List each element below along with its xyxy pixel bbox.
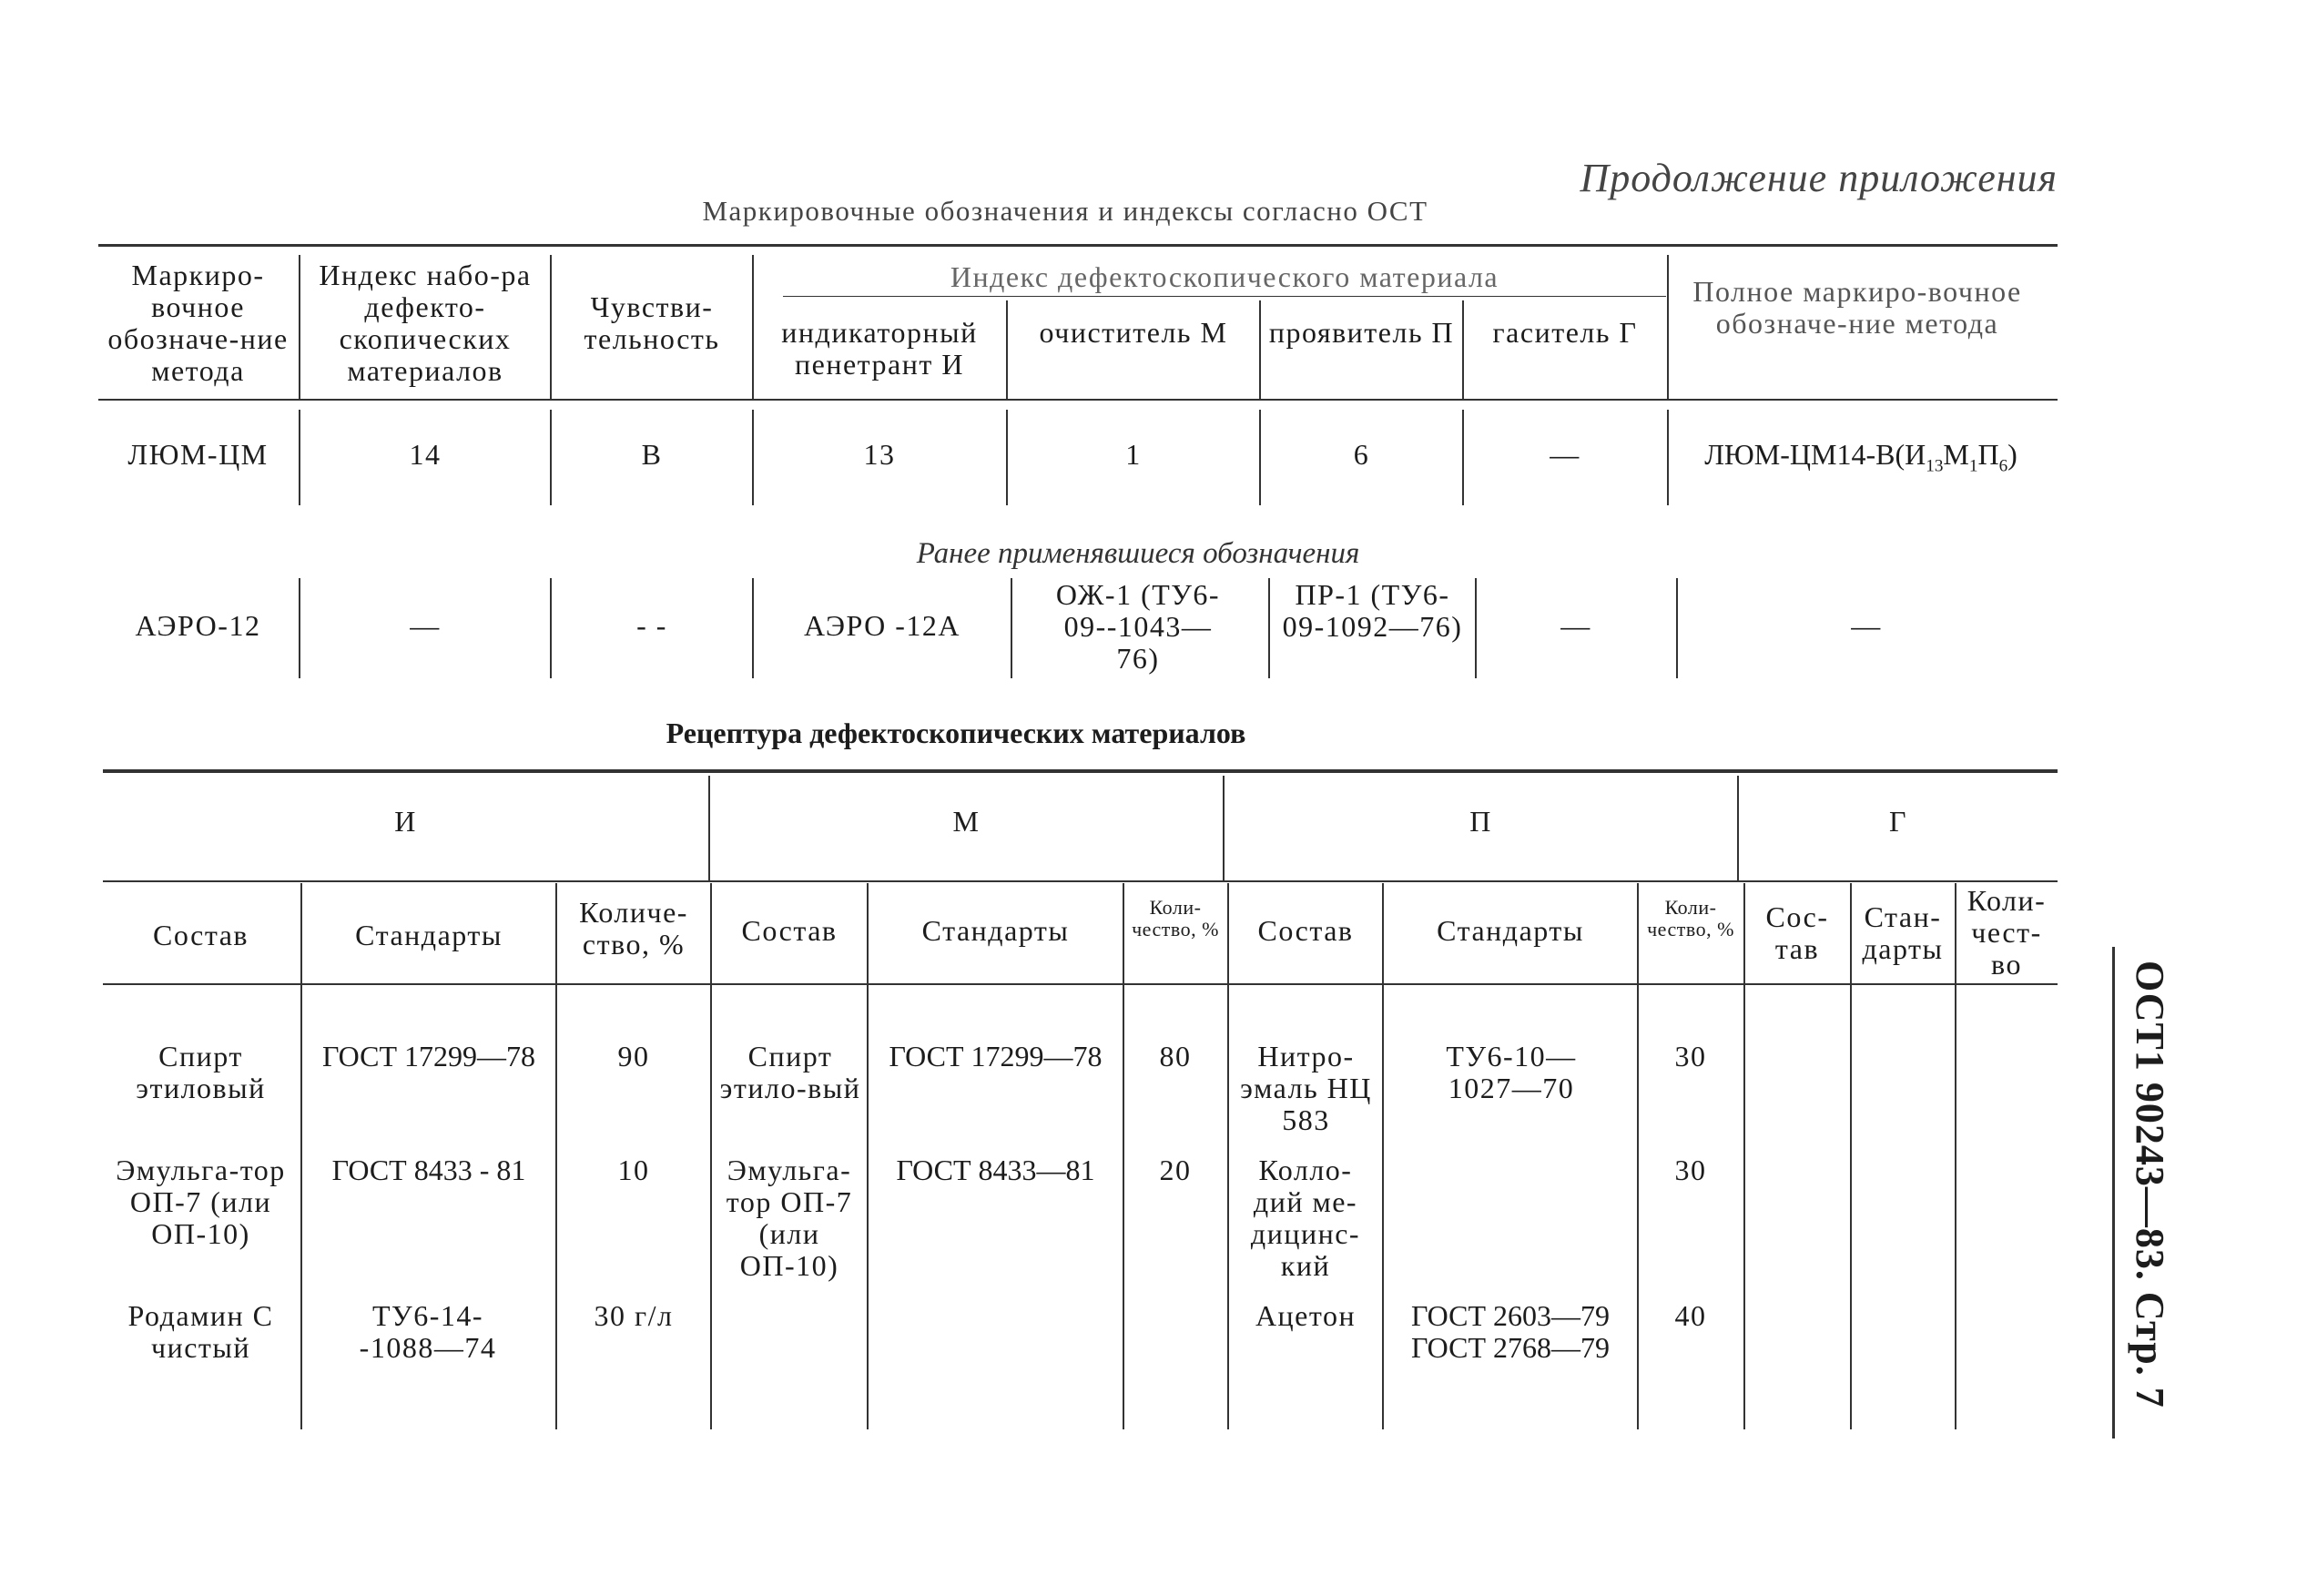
- th-quencher: гаситель Г: [1492, 316, 1638, 349]
- td-developer: 6: [1353, 438, 1370, 471]
- earlier-title: Ранее применявшиеся обозначения: [916, 537, 1360, 570]
- table1-vline: [1667, 255, 1669, 401]
- P-qty-2: 30: [1674, 1154, 1707, 1186]
- M-qty-1: 80: [1159, 1040, 1192, 1072]
- th-method: Маркиро-вочное обозначе-ние метода: [107, 259, 289, 387]
- sh-I-comp: Состав: [152, 919, 249, 951]
- I-qty-1: 90: [617, 1040, 650, 1072]
- table1-vline: [752, 255, 754, 401]
- td-method: ЛЮМ-ЦМ: [127, 438, 269, 471]
- table1-vline: [752, 578, 754, 678]
- earlier-penetrant: АЭРО -12А: [804, 609, 960, 642]
- table2-vline: [1850, 883, 1852, 1429]
- M-std-1: ГОСТ 17299—78: [889, 1040, 1103, 1072]
- th-penetrant: индикаторный пенетрант И: [781, 316, 978, 381]
- sh-G-std: Стан-дарты: [1862, 900, 1944, 965]
- table1-title: Маркировочные обозначения и индексы согласно ОСТ: [702, 195, 1428, 227]
- td-cleaner: 1: [1125, 438, 1142, 471]
- M-std-2: ГОСТ 8433—81: [896, 1154, 1095, 1186]
- I-std-1: ГОСТ 17299—78: [321, 1040, 536, 1072]
- table1-vline: [1259, 300, 1261, 401]
- table2-vline: [1955, 883, 1956, 1429]
- earlier-quencher: —: [1560, 609, 1591, 642]
- sh-P-qty: Коли-чество, %: [1647, 896, 1734, 940]
- sh-M-qty: Коли-чество, %: [1132, 896, 1219, 940]
- sh-M-std: Стандарты: [921, 914, 1070, 947]
- I-qty-2: 10: [617, 1154, 650, 1186]
- table1-vline: [1011, 578, 1012, 678]
- I-comp-3: Родамин С чистый: [127, 1299, 274, 1364]
- td-quencher: —: [1550, 438, 1580, 471]
- P-comp-1: Нитро-эмаль НЦ 583: [1240, 1040, 1372, 1136]
- earlier-full: —: [1851, 609, 1882, 642]
- sh-P-std: Стандарты: [1437, 914, 1584, 947]
- I-qty-3: 30 г/л: [594, 1299, 674, 1332]
- P-comp-2: Колло-дий ме-дицинс-кий: [1250, 1154, 1361, 1282]
- table2-vline: [867, 883, 869, 1429]
- th-cleaner: очиститель М: [1039, 316, 1228, 349]
- table1-group-rule: [783, 296, 1666, 297]
- table1-header-rule: [98, 399, 2058, 401]
- table1-vline: [299, 578, 300, 678]
- P-comp-3: Ацетон: [1255, 1299, 1357, 1332]
- earlier-cleaner: ОЖ-1 (ТУ6-09--1043—76): [1055, 578, 1221, 675]
- table1-vline: [1006, 300, 1008, 401]
- th-material-group: Индекс дефектоскопического материала: [950, 260, 1499, 293]
- P-std-2: ГОСТ 2603—79 ГОСТ 2768—79: [1410, 1299, 1611, 1364]
- table2-group-rule: [103, 880, 2058, 882]
- table2-title: Рецептура дефектоскопических материалов: [666, 717, 1246, 749]
- table1-vline: [299, 255, 300, 401]
- th-sensitivity: Чувстви-тельность: [584, 290, 720, 355]
- sh-I-std: Стандарты: [355, 919, 503, 951]
- th-set-index: Индекс набо-ра дефекто-скопических материалов: [319, 259, 532, 387]
- table2-vline: [1382, 883, 1384, 1429]
- table1-vline: [1667, 410, 1669, 505]
- table2-vline: [1123, 883, 1124, 1429]
- M-comp-1: Спирт этило-вый: [719, 1040, 861, 1104]
- group-I: И: [394, 805, 417, 838]
- table2-vline: [555, 883, 557, 1429]
- group-M: М: [952, 805, 981, 838]
- table1-vline: [1676, 578, 1678, 678]
- table1-vline: [1475, 578, 1477, 678]
- td-set-index: 14: [409, 438, 442, 471]
- earlier-developer: ПР-1 (ТУ6-09-1092—76): [1282, 578, 1463, 643]
- table2-vline: [300, 883, 302, 1429]
- table1-vline: [1462, 300, 1464, 401]
- table1-vline: [550, 578, 552, 678]
- table1-top-rule: [98, 244, 2058, 247]
- table1-vline: [299, 410, 300, 505]
- table1-vline: [1462, 410, 1464, 505]
- table2-vline: [1227, 883, 1229, 1429]
- table2-header-rule: [103, 983, 2058, 985]
- th-full: Полное маркиро-вочное обозначе-ние метода: [1692, 275, 2022, 340]
- table1-vline: [1259, 410, 1261, 505]
- table2-vline: [1637, 883, 1639, 1429]
- sh-G-qty: Коли-чест-во: [1967, 884, 2047, 981]
- sh-P-comp: Состав: [1257, 914, 1354, 947]
- M-qty-2: 20: [1159, 1154, 1192, 1186]
- table2-vline: [1743, 883, 1745, 1429]
- earlier-method: АЭРО-12: [135, 609, 261, 642]
- I-std-2: ГОСТ 8433 - 81: [331, 1154, 526, 1186]
- earlier-set-index: —: [410, 609, 441, 642]
- group-G: Г: [1889, 805, 1907, 838]
- table2-vline: [710, 883, 712, 1429]
- M-comp-2: Эмульга-тор ОП-7 (или ОП-10): [726, 1154, 853, 1282]
- I-comp-1: Спирт этиловый: [136, 1040, 266, 1104]
- table1-vline: [550, 255, 552, 401]
- th-developer: проявитель П: [1268, 316, 1455, 349]
- table2-top-rule: [103, 769, 2058, 773]
- I-comp-2: Эмульга-тор ОП-7 (или ОП-10): [116, 1154, 286, 1250]
- sh-G-comp: Сос-тав: [1765, 900, 1829, 965]
- sh-I-qty: Количе-ство, %: [579, 896, 688, 961]
- P-qty-3: 40: [1674, 1299, 1707, 1332]
- P-qty-1: 30: [1674, 1040, 1707, 1072]
- continuation-label: Продолжение приложения: [1580, 156, 2058, 200]
- sh-M-comp: Состав: [741, 914, 838, 947]
- table1-vline: [1268, 578, 1270, 678]
- side-rule: [2112, 947, 2115, 1438]
- table1-vline: [550, 410, 552, 505]
- table1-vline: [1006, 410, 1008, 505]
- td-sensitivity: В: [641, 438, 663, 471]
- group-P: П: [1469, 805, 1492, 838]
- td-full: ЛЮМ-$ЦМ14-В(И_{13}М_1П_6)$: [1704, 438, 2017, 476]
- td-penetrant: 13: [863, 438, 896, 471]
- earlier-sensitivity: - -: [636, 609, 667, 642]
- P-std-1: ТУ6-10—1027—70: [1446, 1040, 1577, 1104]
- table1-vline: [752, 410, 754, 505]
- I-std-3: ТУ6-14--1088—74: [359, 1299, 497, 1364]
